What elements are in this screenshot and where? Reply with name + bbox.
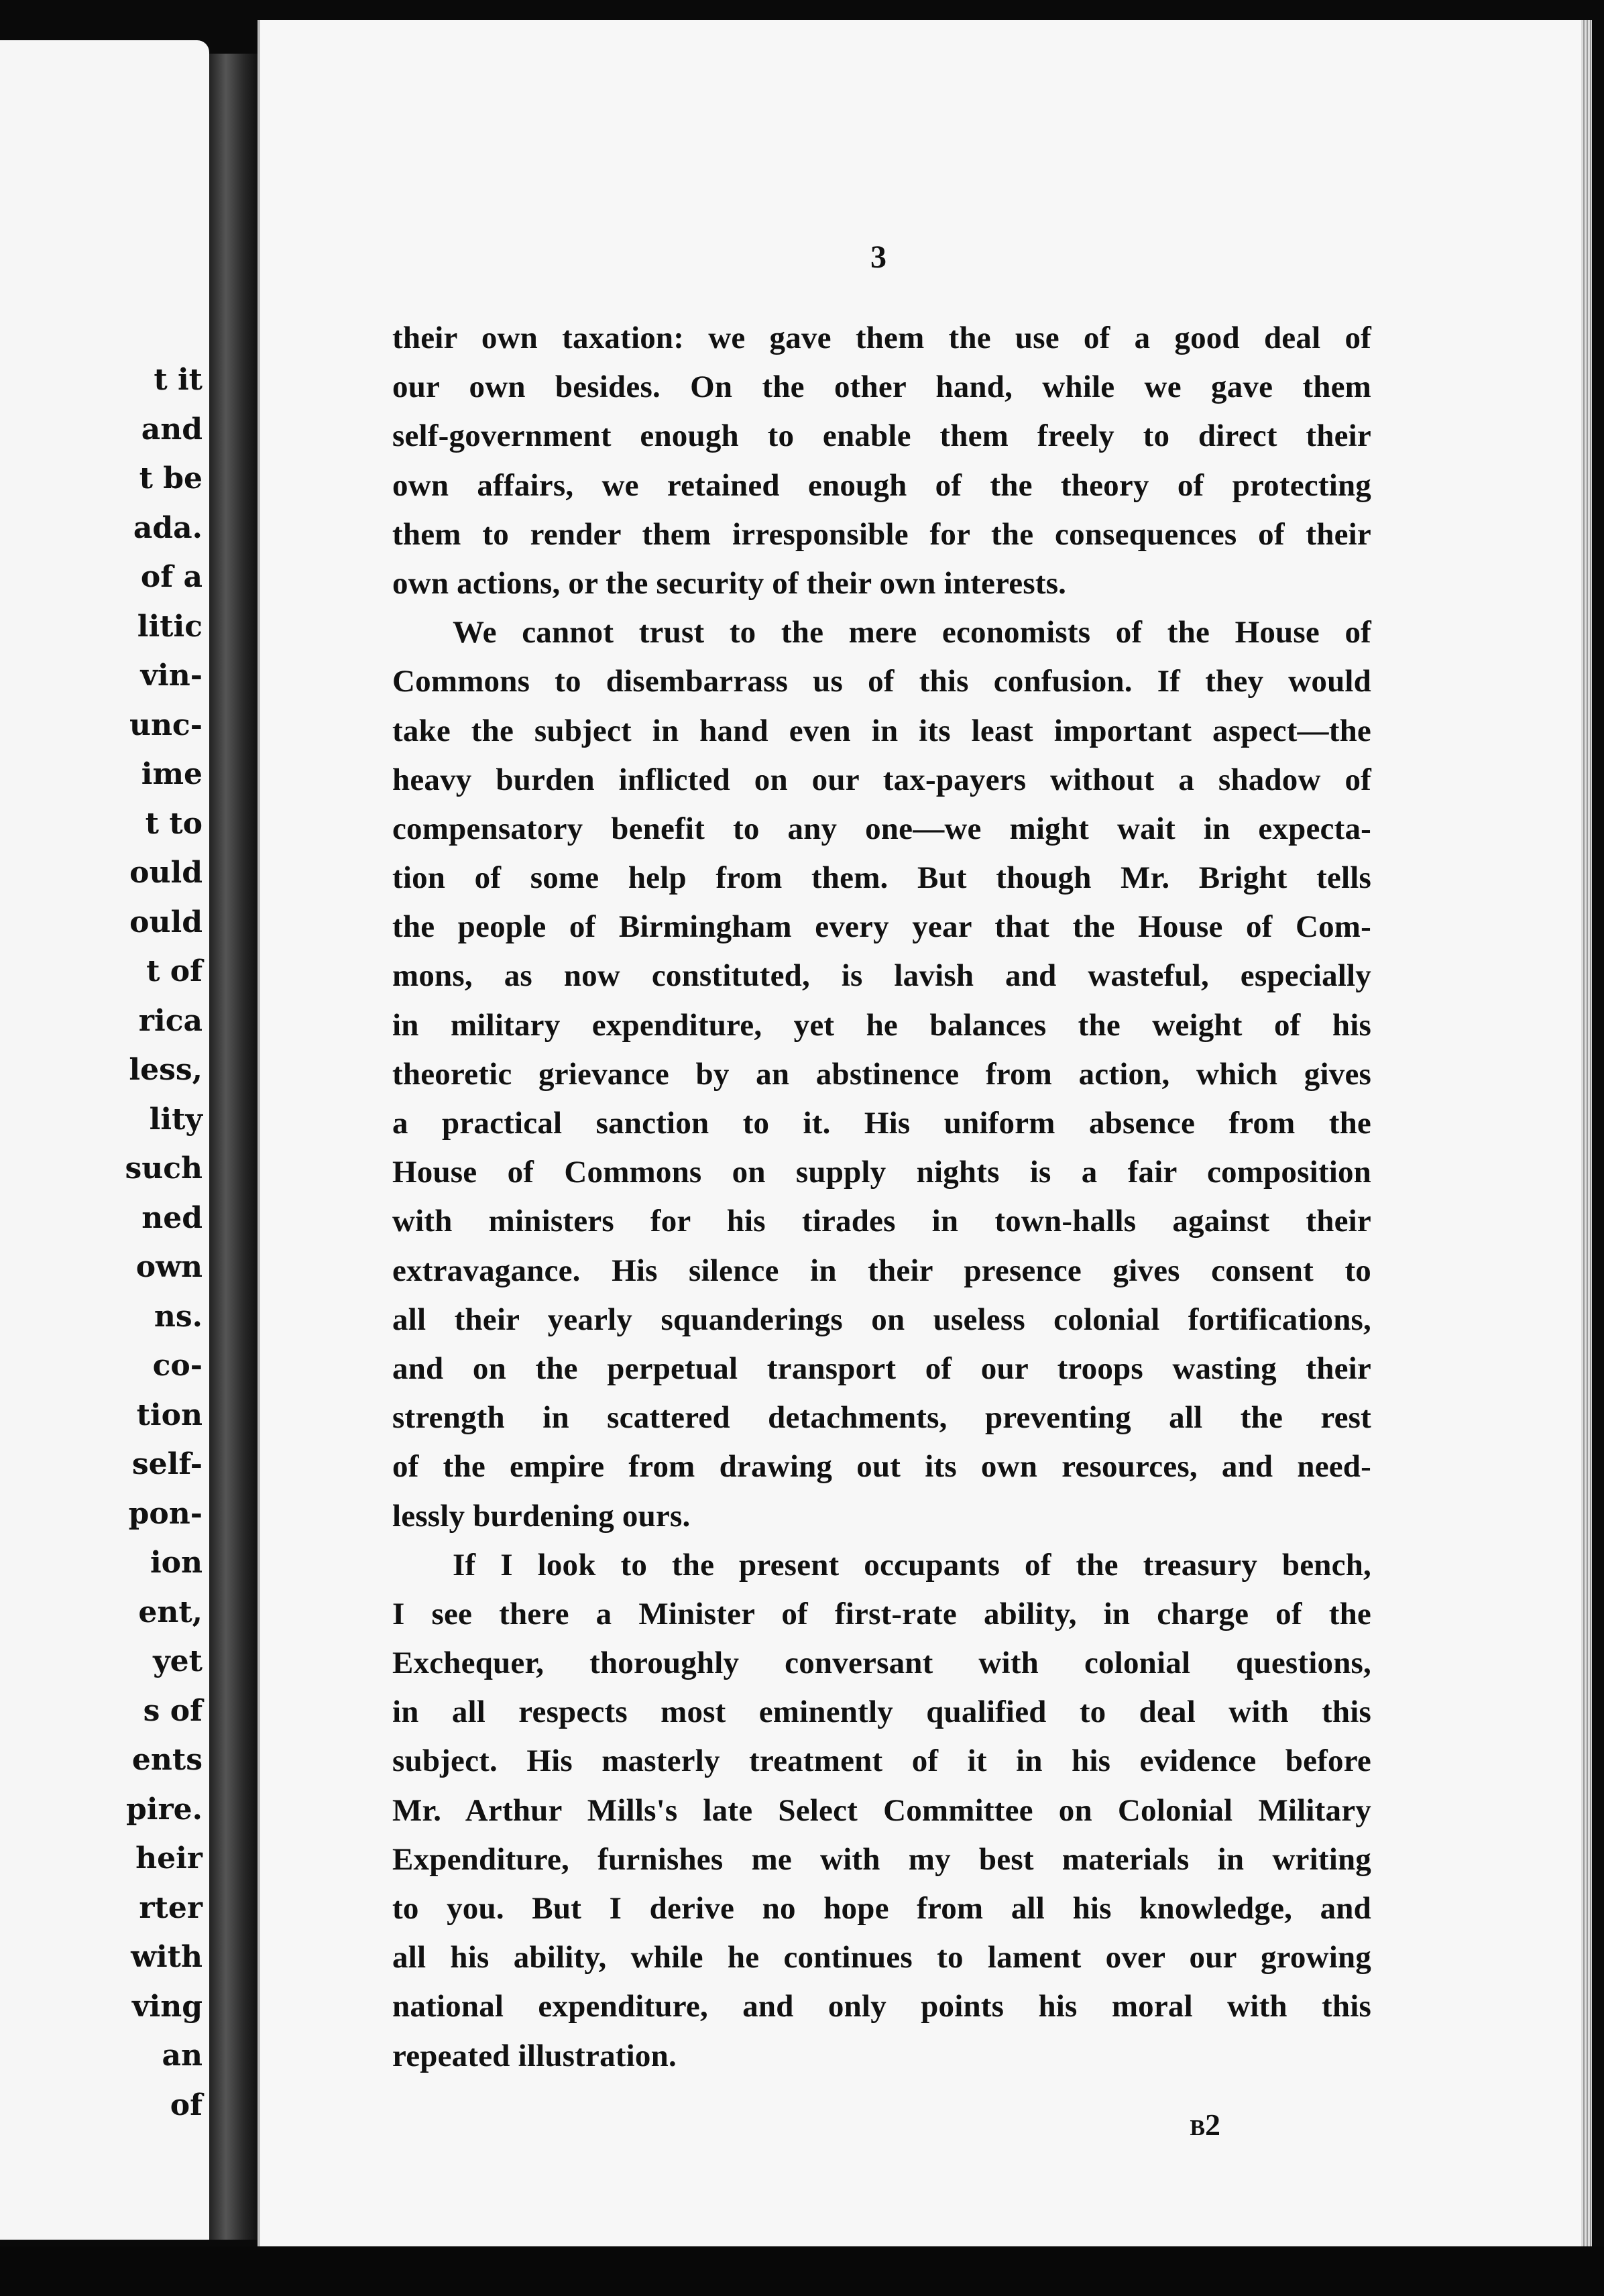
left-page-line: vin-: [140, 658, 203, 693]
left-page-line: pire.: [126, 1792, 203, 1827]
left-page-line: litic: [137, 609, 203, 644]
text-line: compensatory benefit to any one—we might wait in expecta-: [392, 811, 1371, 846]
signature-letter: B: [1190, 2116, 1205, 2140]
left-page-line: ould: [129, 856, 203, 890]
text-line: Commons to disembarrass us of this confusion. If they would: [392, 664, 1371, 699]
left-page-line: ving: [131, 1989, 203, 2024]
text-line: theoretic grievance by an abstinence from action, which gives: [392, 1056, 1371, 1092]
left-page-line: pon-: [128, 1496, 203, 1531]
text-line: in military expenditure, yet he balances the weight of his: [392, 1007, 1371, 1043]
left-page-line: tion: [136, 1397, 203, 1432]
left-page-line: unc-: [129, 707, 203, 742]
text-line: all his ability, while he continues to lament over our growing: [392, 1940, 1371, 1975]
text-line: of the empire from drawing out its own resources, and need-: [392, 1449, 1371, 1485]
text-line: with ministers for his tirades in town-halls against their: [392, 1204, 1371, 1239]
left-page-line: ns.: [154, 1299, 203, 1334]
text-line: a practical sanction to it. His uniform absence from the: [392, 1106, 1371, 1141]
text-line: If I look to the present occupants of the treasury bench,: [453, 1547, 1371, 1583]
left-page-line: such: [125, 1151, 203, 1186]
left-page-line: ents: [131, 1743, 203, 1777]
text-line: Mr. Arthur Mills's late Select Committee on Colonial Military: [392, 1792, 1371, 1828]
text-line: We cannot trust to the mere economists of the House of: [453, 615, 1371, 650]
text-line: repeated illustration.: [392, 2038, 677, 2073]
text-line: Exchequer, thoroughly conversant with colonial questions,: [392, 1646, 1371, 1681]
left-page: [0, 40, 209, 2240]
text-line: own affairs, we retained enough of the theory of protecting: [392, 467, 1371, 503]
left-page-line: ent,: [138, 1595, 203, 1629]
left-page-line: ime: [141, 757, 203, 791]
left-page-line: less,: [129, 1053, 203, 1087]
page-edge: [1581, 20, 1592, 2246]
left-page-line: with: [131, 1940, 203, 1974]
body-text: [392, 314, 1371, 2081]
left-page-line: yet: [153, 1644, 203, 1678]
left-page-line: ould: [129, 905, 203, 939]
text-line: the people of Birmingham every year that the House of Com-: [392, 909, 1371, 945]
text-line: self-government enough to enable them freely to direct their: [392, 418, 1371, 454]
text-line: their own taxation: we gave them the use of a good deal of: [392, 321, 1371, 355]
text-line: heavy burden inflicted on our tax-payers without a shadow of: [392, 762, 1371, 797]
text-line: Expenditure, furnishes me with my best materials in writing: [392, 1841, 1371, 1877]
text-line: tion of some help from them. But though Mr. Bright tells: [392, 860, 1371, 896]
text-line: mons, as now constituted, is lavish and wasteful, especially: [392, 958, 1371, 994]
left-page-line: an: [162, 2039, 203, 2073]
text-line: all their yearly squanderings on useless colonial fortifications,: [392, 1302, 1371, 1337]
signature-number: 2: [1205, 2108, 1220, 2142]
text-line: them to render them irresponsible for the consequences of their: [392, 516, 1371, 552]
left-page-line: heir: [135, 1841, 203, 1876]
left-page-line: s of: [143, 1693, 203, 1728]
left-page-line: t be: [139, 461, 203, 496]
text-line: our own besides. On the other hand, while we gave them: [392, 369, 1371, 405]
left-page-line: ada.: [133, 510, 203, 545]
book-gutter: [209, 54, 257, 2240]
left-page-line: of a: [140, 560, 203, 594]
left-page-line: own: [135, 1250, 203, 1284]
text-line: House of Commons on supply nights is a fair composition: [392, 1155, 1371, 1190]
left-page-line: rica: [138, 1003, 203, 1038]
text-line: own actions, or the security of their own interests.: [392, 565, 1067, 601]
text-line: I see there a Minister of first-rate ability, in charge of the: [392, 1596, 1371, 1631]
left-page-line: self-: [131, 1447, 203, 1481]
left-page-line: co-: [152, 1348, 203, 1383]
signature-mark: [1167, 2107, 1220, 2142]
text-line: in all respects most eminently qualified to deal with this: [392, 1695, 1371, 1730]
text-line: and on the perpetual transport of our troops wasting their: [392, 1351, 1371, 1386]
text-line: strength in scattered detachments, preventing all the rest: [392, 1400, 1371, 1436]
left-page-line: of: [170, 2087, 203, 2122]
scan-border: [0, 2246, 1604, 2296]
left-page-line: t it: [154, 363, 203, 397]
left-page-line: ned: [141, 1200, 203, 1235]
text-line: to you. But I derive no hope from all his knowledge, and: [392, 1891, 1371, 1926]
left-page-line: and: [141, 412, 203, 447]
left-page-line: lity: [149, 1102, 203, 1137]
left-page-line: t to: [145, 806, 203, 841]
text-line: take the subject in hand even in its least important aspect—the: [392, 713, 1371, 748]
left-page-line: t of: [146, 954, 203, 988]
left-page-text: [125, 355, 203, 2130]
left-page-line: rter: [139, 1890, 203, 1925]
text-line: subject. His masterly treatment of it in his evidence before: [392, 1743, 1371, 1779]
text-line: extravagance. His silence in their presence gives consent to: [392, 1253, 1371, 1288]
left-page-line: ion: [150, 1546, 203, 1580]
page-number: 3: [870, 239, 886, 275]
text-line: national expenditure, and only points his moral with this: [392, 1989, 1371, 2024]
text-line: lessly burdening ours.: [392, 1498, 691, 1534]
